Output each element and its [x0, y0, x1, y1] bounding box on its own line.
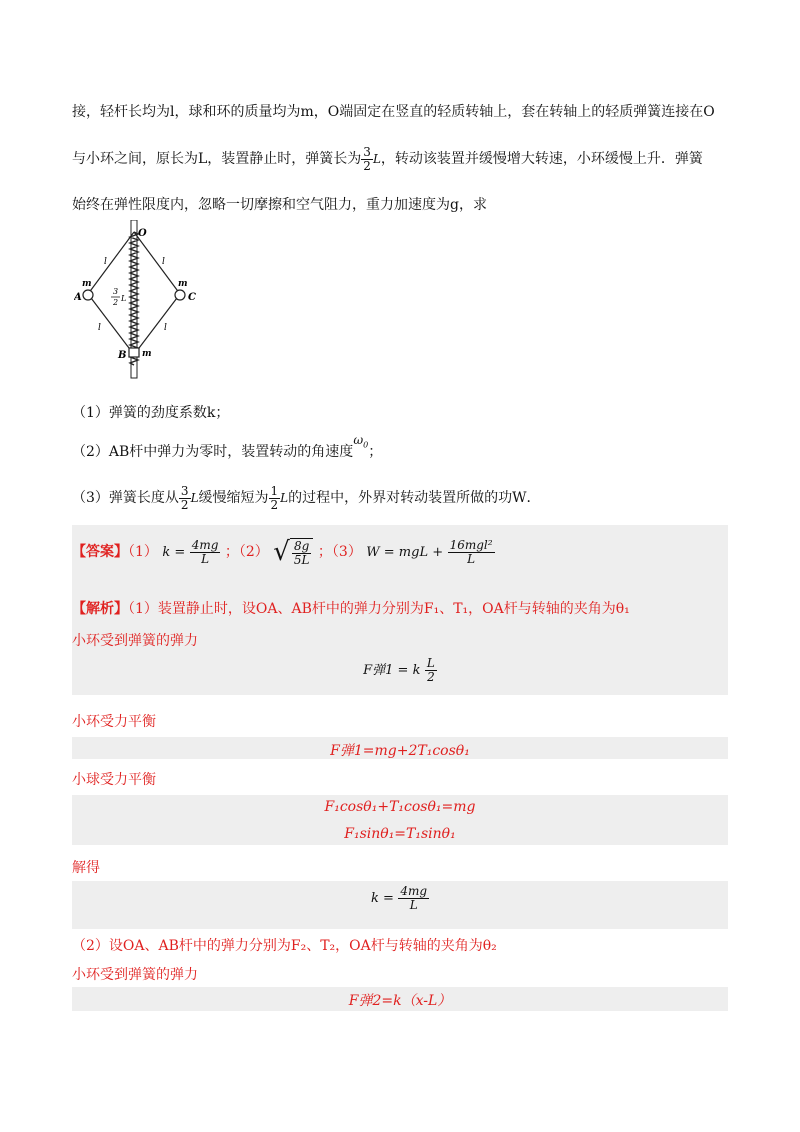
- equation-spring-force-2: F弹2=k（x-L）: [348, 993, 452, 1009]
- question-3: （3）弹簧长度从 $\frac{3}{2}$ L缓慢缩短为 $\frac{1}{2}$ L的过程中，外界对转动装置所做的功W．: [72, 484, 541, 512]
- ball-C: [175, 290, 185, 300]
- rotating-device-diagram: [74, 220, 204, 380]
- analysis-line-3: 小环受力平衡: [72, 714, 156, 730]
- rod-OC: [134, 232, 180, 294]
- answer-tag: 【答案】: [72, 544, 128, 560]
- label-m-A: m: [82, 279, 92, 289]
- fraction-1-2-q3: $\frac{1}{2}$: [270, 484, 279, 512]
- label-O: O: [138, 228, 147, 239]
- label-m-C: m: [178, 279, 188, 289]
- ball-A: [83, 290, 93, 300]
- question-2: （2）AB杆中弹力为零时，装置转动的角速度$\omega_0$；: [72, 433, 383, 460]
- label-spring-L: L: [121, 294, 127, 303]
- label-m-B: m: [142, 349, 152, 359]
- label-C: C: [188, 292, 196, 303]
- label-B: B: [118, 350, 127, 361]
- analysis-line-1: 【解析】（1）装置静止时，设OA、AB杆中的弹力分别为F₁、T₁，OA杆与转轴的夹角为θ₁: [72, 601, 630, 617]
- question-1: （1）弹簧的劲度系数k；: [72, 405, 230, 421]
- problem-line-2: 与小环之间，原长为L，装置静止时，弹簧长为 $\frac{3}{2}$ L，转动该装置并缓慢增大转速，小环缓慢上升．弹簧: [72, 145, 703, 173]
- rod-OA: [88, 232, 134, 294]
- answer-k-fraction: $\frac{4mg}{L}$: [191, 537, 219, 566]
- label-spring-num: 3: [113, 287, 119, 296]
- fraction-3-2: $\frac{3}{2}$: [363, 145, 371, 173]
- equation-ball-horizontal: F₁sinθ₁=T₁sinθ₁: [344, 826, 456, 842]
- rod-CB: [136, 294, 180, 352]
- problem-line-3: 始终在弹性限度内，忽略一切摩擦和空气阻力，重力加速度为g，求: [72, 197, 487, 213]
- label-spring-den: 2: [113, 298, 119, 307]
- problem-line-1: 接，轻杆长均为l，球和环的质量均为m，O端固定在竖直的轻质转轴上，套在转轴上的轻质弹簧连接在O: [72, 104, 715, 120]
- analysis-line-2: 小环受到弹簧的弹力: [72, 633, 198, 649]
- label-A: A: [74, 292, 82, 303]
- equation-ring-balance: F弹1=mg+2T₁cosθ₁: [330, 743, 470, 759]
- answer-sqrt-fraction: $\frac{8g}{5L}$: [293, 538, 310, 567]
- problem-line-2a: 与小环之间，原长为L，装置静止时，弹簧长为: [72, 151, 362, 168]
- label-l-CB: l: [164, 323, 167, 333]
- problem-line-2b: ，转动该装置并缓慢增大转速，小环缓慢上升．弹簧: [380, 151, 703, 168]
- answer-line: 【答案】（1） k = $\frac{4mg}{L}$ ；（2） √ $\frac{8g}{5L}$ ；（3） W = mgL + $\frac{\text{16mgl²}}{L}$: [72, 537, 493, 567]
- label-l-OA: l: [104, 257, 107, 267]
- equation-k-result: k = $\frac{4mg}{L}$: [370, 884, 428, 912]
- analysis-line-6: （2）设OA、AB杆中的弹力分别为F₂、T₂，OA杆与转轴的夹角为θ₂: [72, 938, 497, 954]
- answer-w-fraction: $\frac{\text{16mgl²}}{L}$: [449, 537, 493, 566]
- equation-spring-force-1: F弹1 = k $\frac{L}{2}$: [363, 656, 435, 684]
- equation-ball-vertical: F₁cosθ₁+T₁cosθ₁=mg: [324, 799, 476, 815]
- analysis-line-5: 解得: [72, 860, 100, 876]
- analysis-tag: 【解析】: [72, 601, 128, 617]
- analysis-line-7: 小环受到弹簧的弹力: [72, 967, 198, 983]
- fraction-3-2-q3: $\frac{3}{2}$: [180, 484, 189, 512]
- omega-symbol: $\omega_0$: [353, 433, 369, 450]
- label-l-OC: l: [162, 257, 165, 267]
- sqrt-sign: √: [273, 537, 290, 567]
- label-l-AB: l: [98, 323, 101, 333]
- ring-B: [129, 348, 139, 357]
- analysis-line-4: 小球受力平衡: [72, 772, 156, 788]
